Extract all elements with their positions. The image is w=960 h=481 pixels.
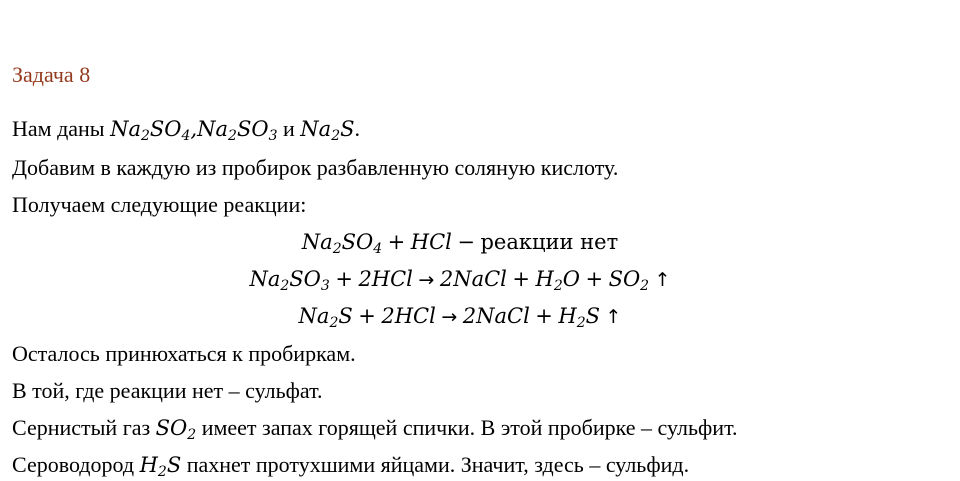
formula-h2s: $H_2S$ [139, 453, 182, 480]
formula-so2: $SO_2$ [155, 416, 197, 443]
no-reaction-text: реакции нет [480, 230, 619, 254]
sulfite-line: Сернистый газ $SO_2$ имеет запах горящей спички. В этой пробирке – сульфит. [12, 415, 738, 443]
reaction-arrow-icon: → [441, 306, 458, 328]
gas-up-arrow-icon: ↑ [654, 269, 671, 291]
reaction-arrow-icon: → [418, 269, 435, 291]
sulfate-line: В той, где реакции нет – сульфат. [12, 378, 323, 403]
gas-up-arrow-icon: ↑ [605, 306, 622, 328]
given-line: Нам даны $Na_2SO_4,Na_2SO_3$ и $Na_2S$. [12, 116, 360, 144]
sulfide-line: Сероводород $H_2S$ пахнет протухшими яйцами. Значит, здесь – сульфид. [12, 452, 690, 480]
given-prefix: Нам даны [12, 116, 105, 141]
sniff-line: Осталось принюхаться к пробиркам. [12, 341, 356, 366]
task-title: Задача 8 [12, 62, 91, 87]
equation-3: $Na_2S + 2HCl$ → 2NaCl + $H_2S$ ↑ [298, 304, 622, 331]
reactions-intro-line: Получаем следующие реакции: [12, 192, 307, 217]
equation-1: $Na_2SO_4$ + HCl − реакции нет [301, 230, 619, 257]
add-acid-line: Добавим в каждую из пробирок разбавленную соляную кислоту. [12, 155, 619, 180]
formula-na2s: $Na_2S$ [300, 117, 355, 144]
equation-2: $Na_2SO_3 + 2HCl$ → 2NaCl + $H_2O + SO_2$ ↑ [249, 267, 671, 294]
given-and: и [283, 116, 295, 141]
formula-na2so4: $Na_2SO_4,Na_2SO_3$ [110, 117, 278, 144]
formula-na2so3: $Na_2SO_3$ [197, 117, 278, 144]
